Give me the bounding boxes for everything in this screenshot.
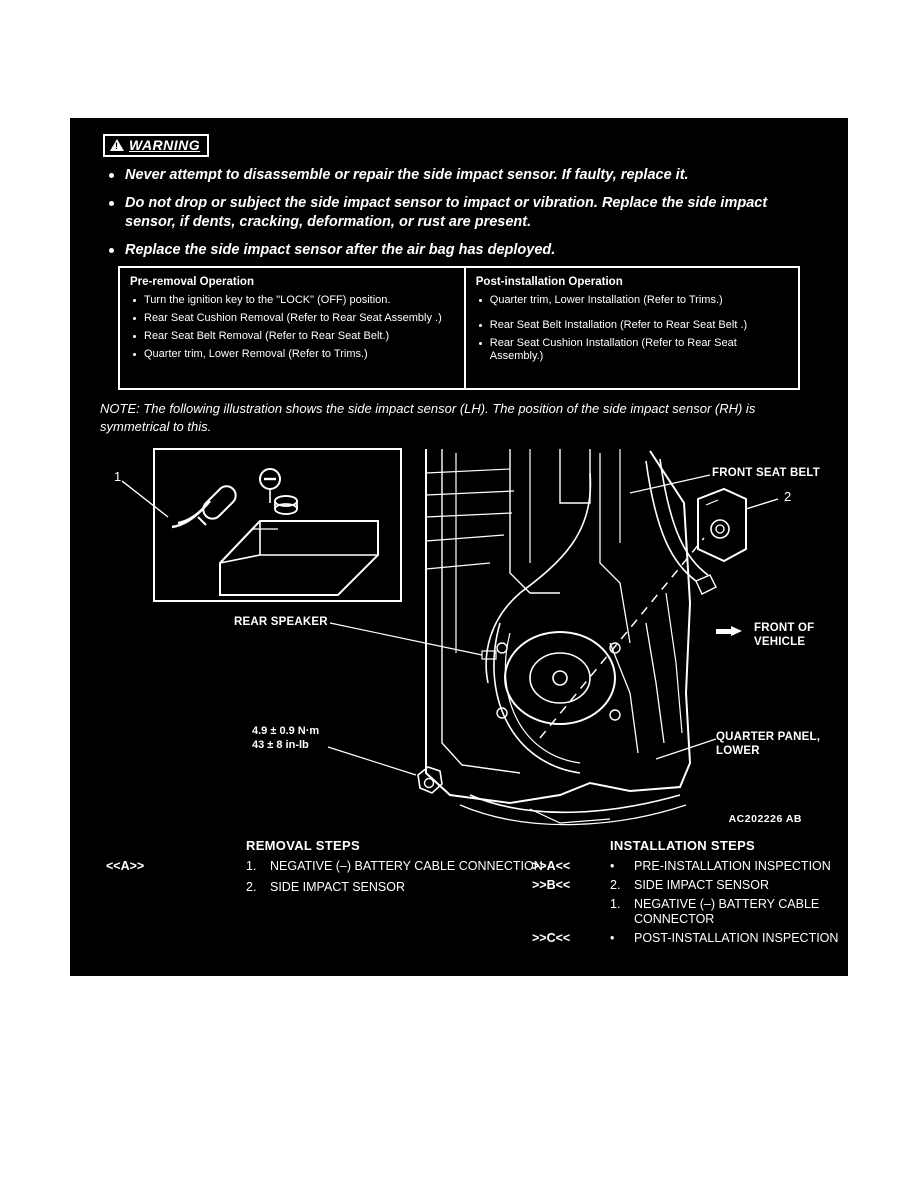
removal-steps-column [106,838,566,895]
list-item: Quarter trim, Lower Installation (Refer to Trims.) [476,294,788,307]
installation-step-number: 1. [610,897,621,911]
removal-step-number: 1. [246,859,257,873]
figure-code: AC202226 AB [728,813,802,825]
removal-step-number: 2. [246,880,257,894]
list-item: Rear Seat Cushion Removal (Refer to Rear Seat Assembly .) [130,312,454,325]
list-item [532,931,850,946]
installation-step-bullet: • [610,859,615,873]
list-item [610,897,850,927]
list-item: Do not drop or subject the side impact sensor to impact or vibration. Replace the side impact sensor, if dents, cracking, deformation, or rust are present. [103,194,813,232]
warning-label: WARNING [129,137,201,153]
list-item: Quarter trim, Lower Removal (Refer to Trims.) [130,348,454,361]
list-item [532,859,850,874]
installation-step-text: PRE-INSTALLATION INSPECTION [634,859,831,873]
removal-step-mark-a: <<A>> [106,859,145,873]
installation-step-mark-b: >>B<< [532,878,571,892]
installation-steps-column [532,838,850,946]
operation-table [118,266,800,390]
front-of-vehicle-arrow-icon [716,627,742,636]
removal-steps-title: REMOVAL STEPS [246,838,360,853]
installation-step-mark-a: >>A<< [532,859,571,873]
warning-header [103,134,209,157]
torque-value-nm: 4.9 ± 0.9 N·m [252,725,320,737]
installation-steps-title: INSTALLATION STEPS [610,838,756,853]
installation-step-bullet: • [610,931,615,945]
list-item: Replace the side impact sensor after the air bag has deployed. [103,241,813,260]
callout-1: 1 [114,469,122,484]
list-item [246,880,566,895]
installation-step-text: SIDE IMPACT SENSOR [634,878,769,892]
installation-step-text: POST-INSTALLATION INSPECTION [634,931,839,945]
label-front-seat-belt: FRONT SEAT BELT [712,467,820,479]
installation-step-number: 2. [610,878,621,892]
label-quarter-panel-line1: QUARTER PANEL, [716,731,821,743]
note-text: NOTE: The following illustration shows the side impact sensor (LH). The position of the side impact sensor (RH) is symmetrical to this. [100,401,756,434]
installation-step-text: NEGATIVE (–) BATTERY CABLE CONNECTOR [634,897,820,926]
list-item [532,878,850,893]
label-front-of-vehicle-line1: FRONT OF [754,622,815,634]
warning-block [103,134,813,269]
removal-step-text: NEGATIVE (–) BATTERY CABLE CONNECTION [270,859,543,873]
installation-step-mark-c: >>C<< [532,931,571,945]
pre-removal-list [130,294,454,361]
post-installation-list [476,294,788,363]
list-item: Rear Seat Belt Removal (Refer to Rear Seat Belt.) [130,330,454,343]
removal-step-text: SIDE IMPACT SENSOR [270,880,405,894]
service-manual-panel [70,118,848,976]
post-installation-title: Post-installation Operation [475,276,623,288]
battery-inset-frame [153,448,402,602]
list-item: Never attempt to disassemble or repair the side impact sensor. If faulty, replace it. [103,166,813,185]
label-front-of-vehicle-line2: VEHICLE [754,636,806,648]
label-quarter-panel-line2: LOWER [716,745,760,757]
label-rear-speaker: REAR SPEAKER [234,616,328,628]
pre-removal-operation-column [120,268,466,388]
list-item: Rear Seat Cushion Installation (Refer to Rear Seat Assembly.) [476,337,788,363]
illustration [90,443,830,843]
torque-value-inlb: 43 ± 8 in-lb [252,739,309,751]
installation-step-mark-blank [532,897,610,927]
pre-removal-title: Pre-removal Operation [130,276,254,288]
list-item [106,859,566,874]
list-item: Rear Seat Belt Installation (Refer to Rear Seat Belt .) [476,319,788,332]
warning-list [103,166,813,260]
steps-section [70,838,848,973]
list-item: Turn the ignition key to the "LOCK" (OFF) position. [130,294,454,307]
callout-2: 2 [784,489,792,504]
removal-step-mark-blank [106,880,246,895]
post-installation-operation-column [466,268,798,388]
warning-triangle-icon [110,139,124,151]
